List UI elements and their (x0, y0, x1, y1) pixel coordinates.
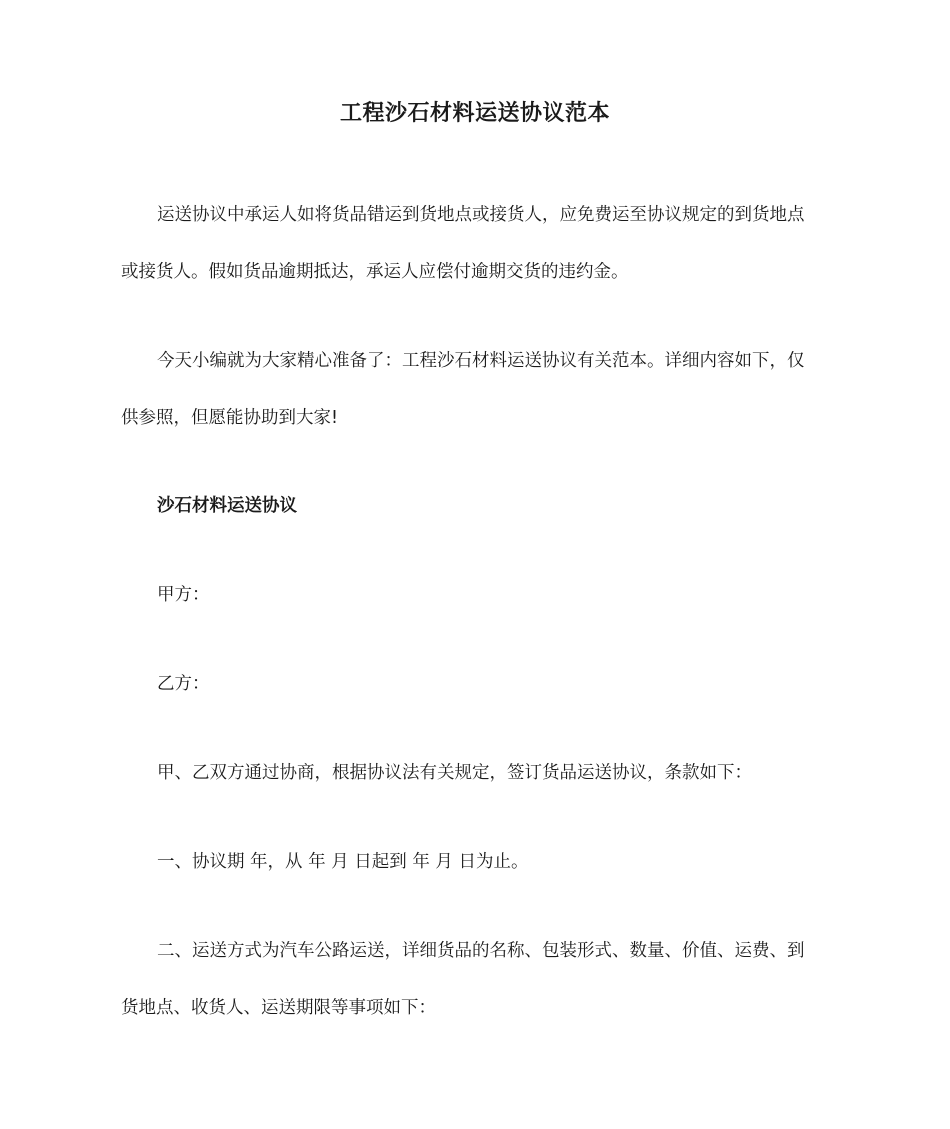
paragraph-line: 供参照，但愿能协助到大家! (121, 408, 339, 428)
paragraph-line: 今天小编就为大家精心准备了：工程沙石材料运送协议有关范本。详细内容如下，仅 (157, 351, 805, 371)
clause-1 (121, 834, 833, 891)
intro-paragraph-2 (121, 333, 833, 447)
paragraph-line: 货地点、收货人、运送期限等事项如下： (121, 998, 436, 1018)
party-a-line (121, 567, 833, 624)
heading-text: 沙石材料运送协议 (157, 496, 297, 516)
paragraph-line: 甲方： (157, 585, 210, 605)
paragraph-line: 二、运送方式为汽车公路运送，详细货品的名称、包装形式、数量、价值、运费、到 (157, 941, 805, 961)
paragraph-line: 一、协议期 年，从 年 月 日起到 年 月 日为止。 (157, 852, 529, 872)
paragraph-line: 甲、乙双方通过协商，根据协议法有关规定，签订货品运送协议，条款如下： (157, 763, 752, 783)
party-b-line (121, 656, 833, 713)
clause-2 (121, 923, 833, 1037)
paragraph-line: 或接货人。假如货品逾期抵达，承运人应偿付逾期交货的违约金。 (121, 262, 629, 282)
section-heading (121, 478, 833, 535)
document-title: 工程沙石材料运送协议范本 (339, 101, 610, 126)
intro-paragraph-1 (121, 187, 833, 301)
paragraph-line: 运送协议中承运人如将货品错运到货地点或接货人，应免费运至协议规定的到货地点 (157, 205, 805, 225)
agreement-preamble (121, 745, 833, 802)
paragraph-line: 乙方： (157, 674, 210, 694)
